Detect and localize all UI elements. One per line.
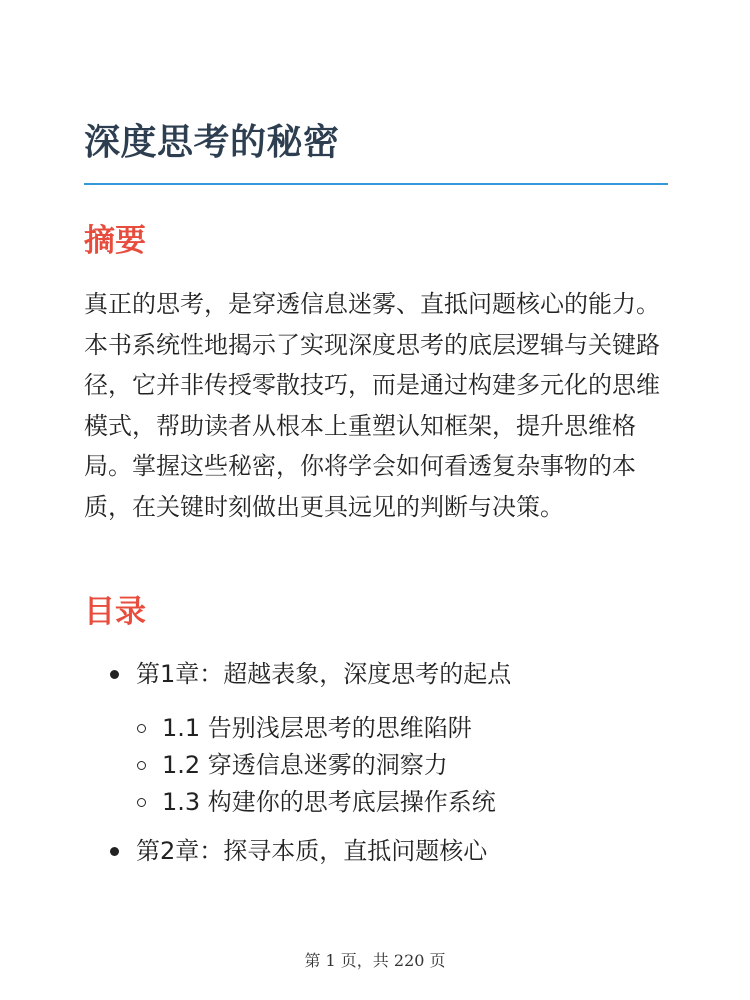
filled-bullet-icon <box>110 847 119 856</box>
title-divider <box>84 183 668 185</box>
toc-section-label: 1.2 穿透信息迷雾的洞察力 <box>162 751 448 779</box>
toc-section-label: 1.1 告别浅层思考的思维陷阱 <box>162 714 472 742</box>
hollow-bullet-icon <box>137 724 146 733</box>
toc-heading: 目录 <box>84 594 146 630</box>
toc-section-list <box>136 710 668 821</box>
document-page <box>84 0 668 1000</box>
toc-section-1-2[interactable] <box>136 747 668 784</box>
toc-section-1-3[interactable] <box>136 784 668 821</box>
hollow-bullet-icon <box>137 761 146 770</box>
toc-chapter-label: 第2章：探寻本质，直抵问题核心 <box>136 837 488 865</box>
filled-bullet-icon <box>110 670 119 679</box>
toc-section-1-1[interactable] <box>136 710 668 747</box>
toc-section-label: 1.3 构建你的思考底层操作系统 <box>162 788 496 816</box>
toc-chapter-label: 第1章：超越表象，深度思考的起点 <box>136 660 512 688</box>
toc-chapter-2[interactable] <box>108 831 668 871</box>
toc-chapter-1[interactable] <box>108 654 668 821</box>
summary-paragraph: 真正的思考，是穿透信息迷雾、直抵问题核心的能力。本书系统性地揭示了实现深度思考的底层逻辑与关键路径，它并非传授零散技巧，而是通过构建多元化的思维模式，帮助读者从根本上重塑认知框架，提升思维格局。掌握这些秘密，你将学会如何看透复杂事物的本质，在关键时刻做出更具远见的判断与决策。 <box>84 290 660 521</box>
table-of-contents <box>108 654 668 871</box>
book-title: 深度思考的秘密 <box>84 122 340 163</box>
hollow-bullet-icon <box>137 798 146 807</box>
page-number-footer: 第 1 页，共 220 页 <box>304 951 446 970</box>
summary-heading: 摘要 <box>84 223 146 259</box>
